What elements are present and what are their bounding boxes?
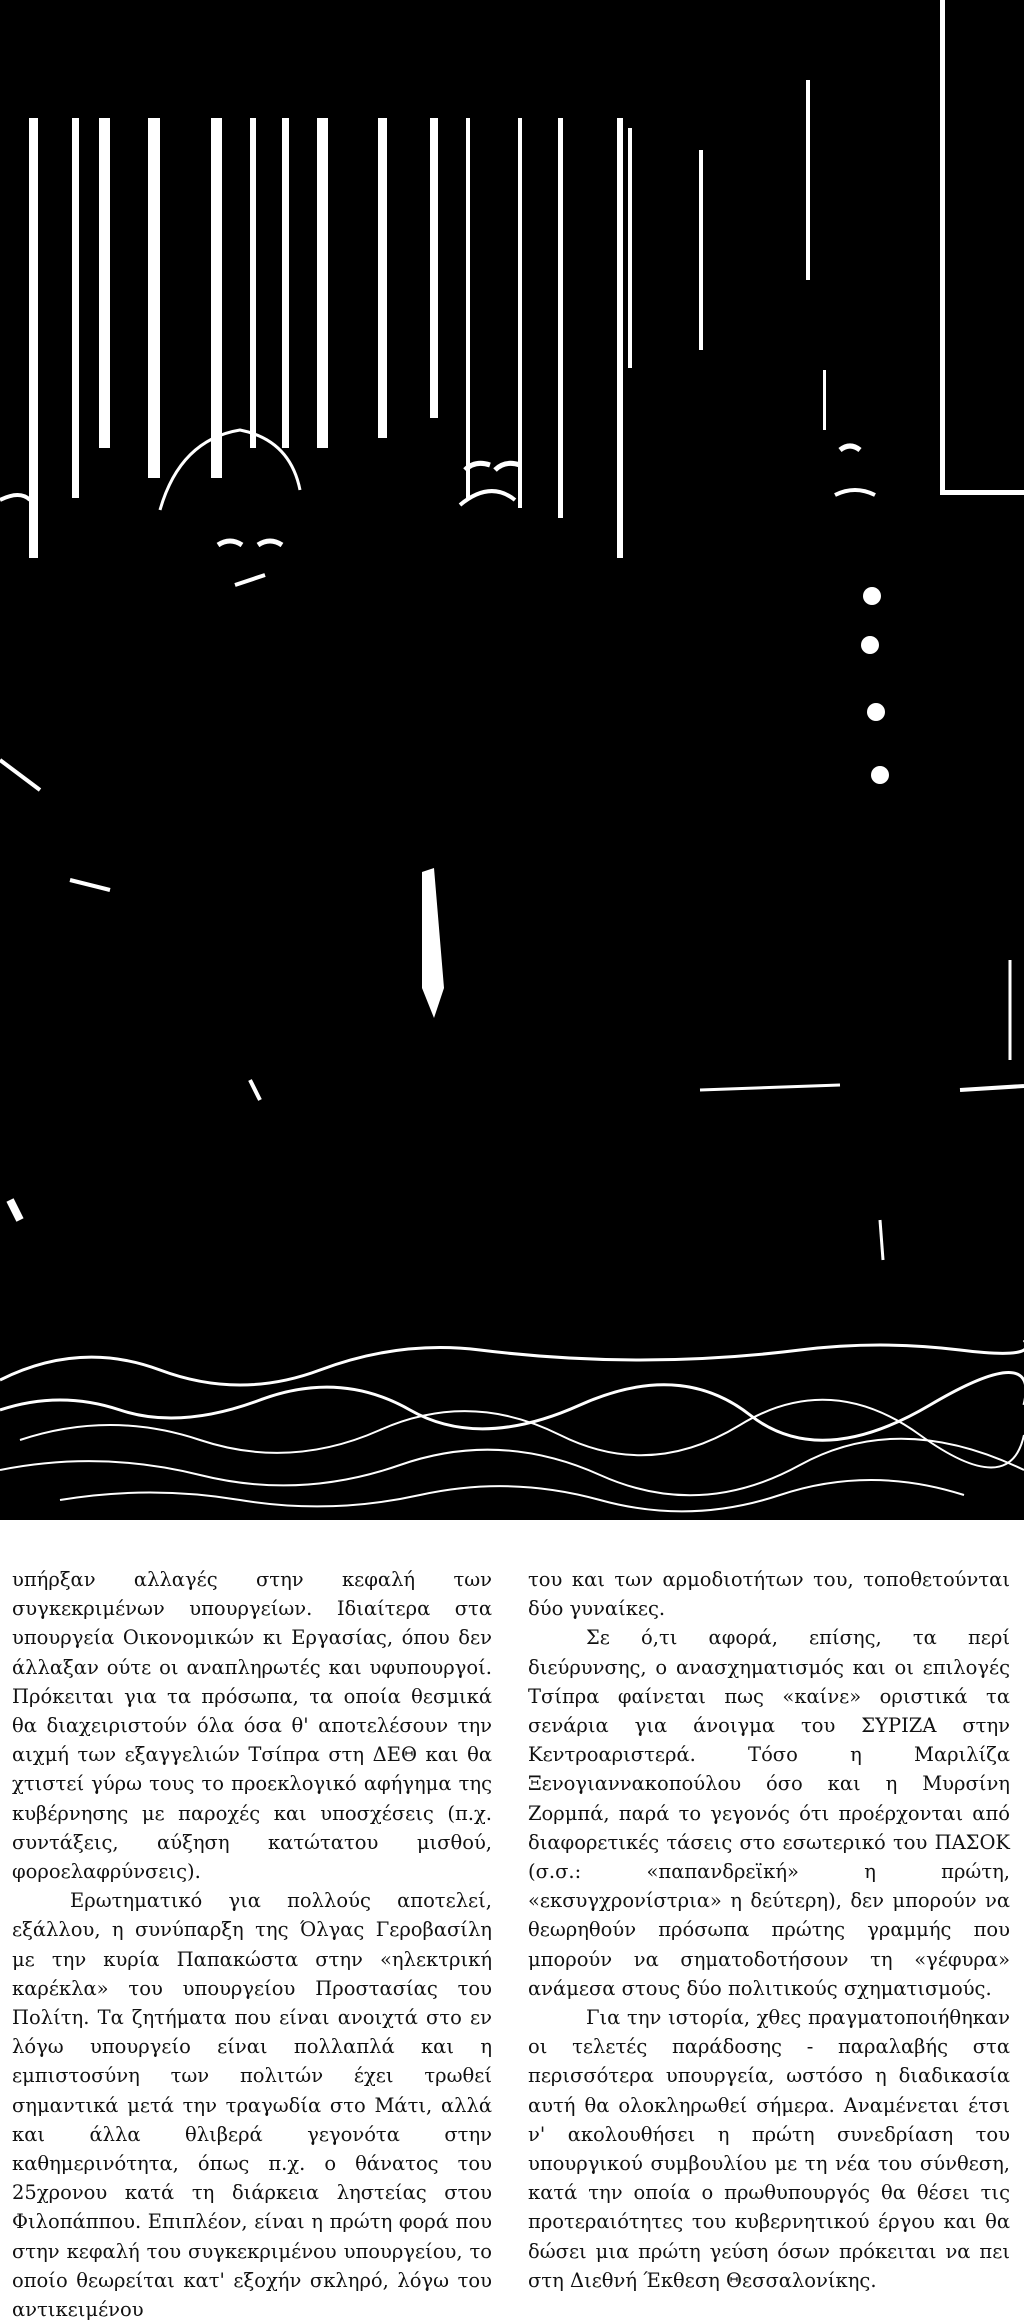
- paragraph: Για την ιστορία, χθες πραγματοποιήθηκαν οι τελετές παράδοσης - παραλαβής στα περισσότερα υπουργεία, ωστόσο η διαδικασία αυτή θα ολοκληρωθεί σήμερα. Αναμένεται έτσι ν' ακολουθήσει η πρώτη συνεδρίαση του υπουργικού συμβουλίου με τη νέα του σύνθεση, κατά την οποία ο πρωθυπουργός θα θέσει τις προτεραιότητες του κυβερνητικού έργου και θα δώσει μια πρώτη γεύση όσων πρόκειται να πει στη Διεθνή Έκθεση Θεσσαλονίκης.: [528, 2006, 1010, 2292]
- paragraph: Ερωτηματικό για πολλούς αποτελεί, εξάλλου, η συνύπαρξη της Όλγας Γεροβασίλη με την κυρία Παπακώστα στην «ηλεκτρική καρέκλα» του υπουργείου Προστασίας του Πολίτη. Τα ζητήματα που είναι ανοιχτά στο εν λόγω υπουργείο είναι πολλαπλά και η εμπιστοσύνη των πολιτών έχει τρωθεί σημαντικά μετά την τραγωδία στο Μάτι, αλλά και άλλα θλιβερά γεγονότα στην καθημερινότητα, όπως π.χ. ο θάνατος του 25χρονου κατά τη διάρκεια ληστείας στου Φιλοπάππου. Επιπλέον, είναι η πρώτη φορά που στην κεφαλή του συγκεκριμένου υπουργείου, το οποίο θεωρείται κατ' εξοχήν σκληρό, λόγω του αντικειμένου: [12, 1889, 492, 2322]
- paragraph: υπήρξαν αλλαγές στην κεφαλή των συγκεκριμένων υπουργείων. Ιδιαίτερα στα υπουργεία Οικονομικών κι Εργασίας, όπου δεν άλλαξαν ούτε οι αναπληρωτές και υφυπουργοί. Πρόκειται για τα πρόσωπα, τα οποία θεσμικά θα διαχειριστούν όλα όσα θ' αποτελέσουν την αιχμή των εξαγγελιών Τσίπρα στη ΔΕΘ και θα χτιστεί γύρω τους το προεκλογικό αφήγημα της κυβέρνησης με παροχές και υποσχέσεις (π.χ. συντάξεις, αύξηση κατώτατου μισθού, φοροελαφρύνσεις).: [12, 1568, 492, 1884]
- article-text: [0, 1520, 1024, 2322]
- right-column: [528, 1565, 1010, 2295]
- left-column: [12, 1565, 492, 2324]
- paragraph: του και των αρμοδιοτήτων του, τοποθετούνται δύο γυναίκες.: [528, 1568, 1010, 1621]
- paragraph: Σε ό,τι αφορά, επίσης, τα περί διεύρυνσης, ο ανασχηματισμός και οι επιλογές Τσίπρα φαίνεται πως «καίνε» οριστικά τα σενάρια για άνοιγμα του ΣΥΡΙΖΑ στην Κεντροαριστερά. Τόσο η Μαριλίζα Ξενογιαννακοπούλου όσο και η Μυρσίνη Ζορμπά, παρά το γεγονός ότι προέρχονται από διαφορετικές τάσεις στο εσωτερικό του ΠΑΣΟΚ (σ.σ.: «παπανδρεϊκή» η πρώτη, «εκσυγχρονίστρια» η δεύτερη), δεν μπορούν να θεωρηθούν πρόσωπα πρώτης γραμμής που μπορούν να σηματοδοτήσουν τη «γέφυρα» ανάμεσα στους δύο πολιτικούς σχηματισμούς.: [528, 1626, 1010, 2000]
